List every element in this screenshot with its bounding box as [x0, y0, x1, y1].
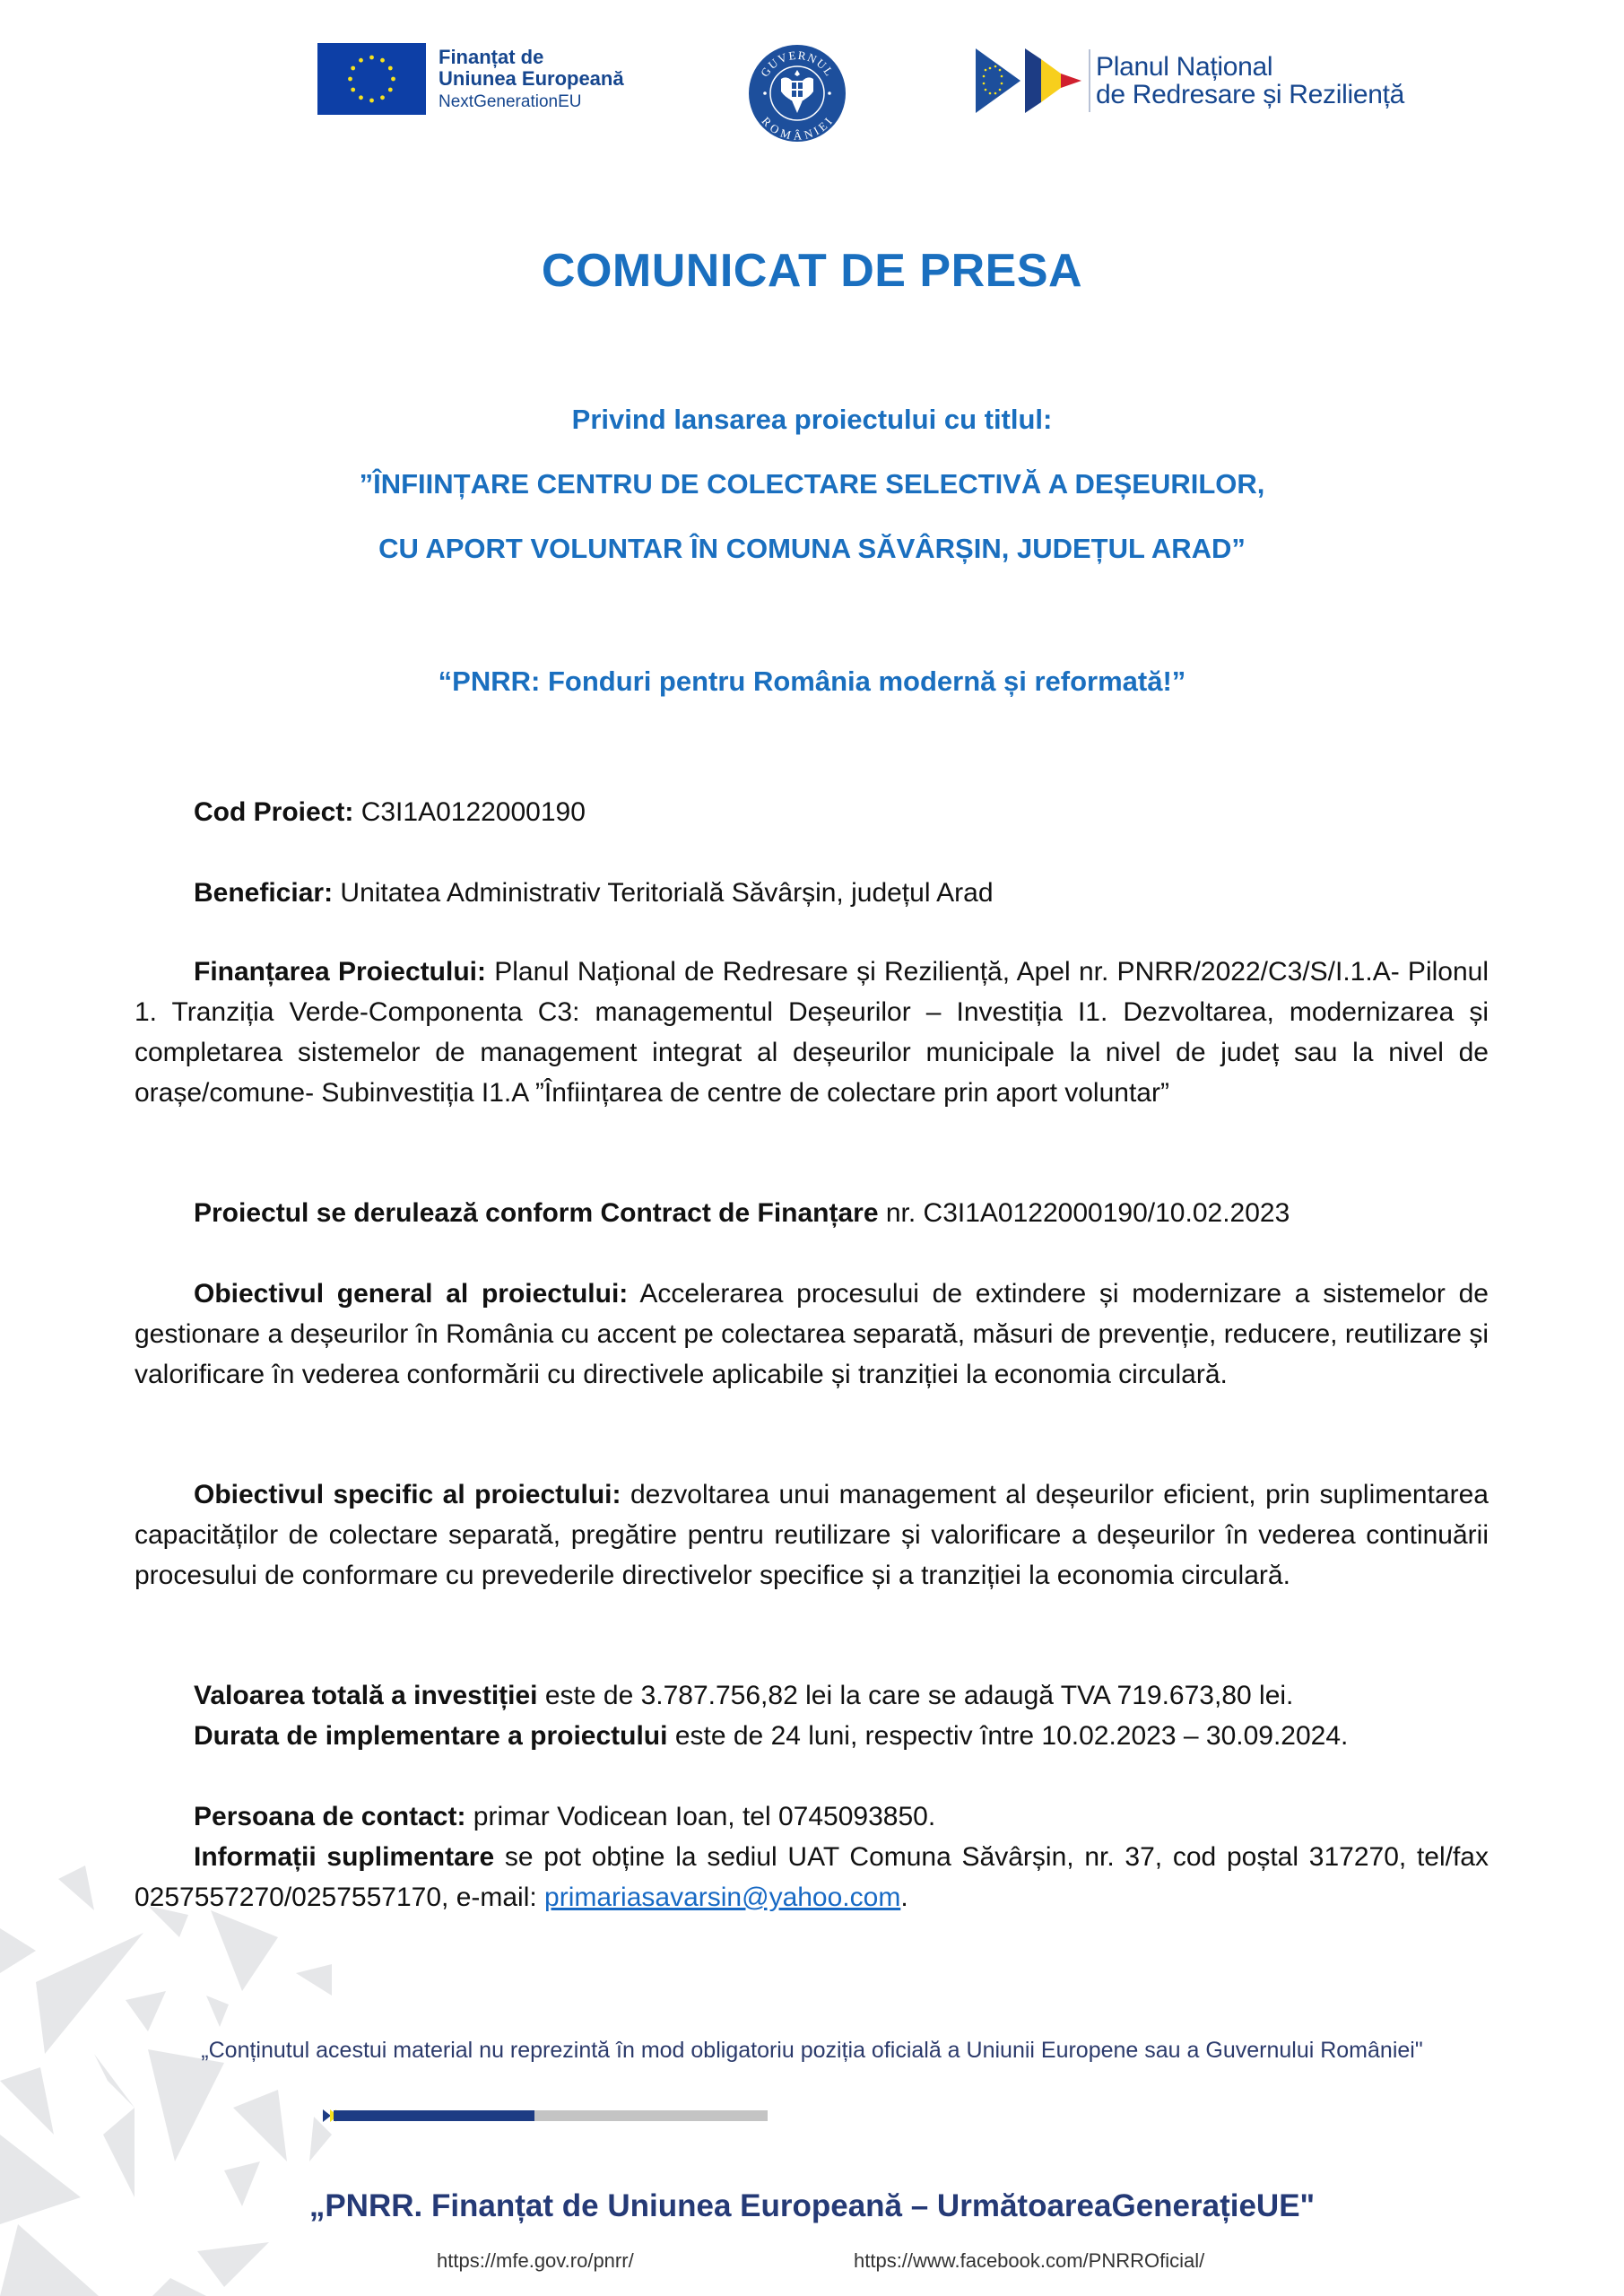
- field-label: Proiectul se derulează conform Contract de Finanțare: [194, 1198, 879, 1228]
- field-value: primar Vodicean Ioan, tel 0745093850.: [465, 1802, 936, 1831]
- facebook-link[interactable]: https://www.facebook.com/PNRROficial/: [854, 2249, 1205, 2272]
- mfe-link[interactable]: https://mfe.gov.ro/pnrr/: [437, 2249, 634, 2272]
- field-value: Accelerarea procesului de extindere și modernizare a sistemelor de gestionare a deșeurilor în România cu accent pe colectarea separată, măsuri de prevenție, reducere, reutilizare și valorificare în vederea conformării cu directivele aplicabile și tranziției la economia circulară.: [135, 1279, 1489, 1389]
- email-link[interactable]: primariasavarsin@yahoo.com: [544, 1883, 901, 1912]
- eu-logo-line1: Finanțat de: [439, 45, 544, 68]
- field-value: nr. C3I1A0122000190/10.02.2023: [878, 1198, 1290, 1228]
- beneficiary-field: [135, 873, 1489, 913]
- field-label: Informații suplimentare: [194, 1842, 495, 1872]
- contract-field: [135, 1193, 1489, 1233]
- svg-text:GUVERNUL: GUVERNUL: [757, 48, 838, 80]
- field-label: Persoana de contact:: [194, 1802, 466, 1831]
- field-value: C3I1A0122000190: [353, 797, 586, 827]
- pnrr-logo-line1: Planul Național: [1096, 51, 1273, 82]
- field-label: Beneficiar:: [194, 878, 334, 908]
- field-label: Obiectivul specific al proiectului:: [194, 1480, 621, 1509]
- project-title-line2: CU APORT VOLUNTAR ÎN COMUNA SĂVÂRȘIN, JUDEȚUL ARAD”: [378, 533, 1246, 564]
- trailing-period: .: [900, 1883, 908, 1912]
- svg-text:ROMÂNIEI: ROMÂNIEI: [759, 114, 836, 143]
- field-value: este de 3.787.756,82 lei la care se adaugă TVA 719.673,80 lei.: [537, 1681, 1294, 1710]
- header-logos: [0, 43, 1624, 142]
- additional-info-field: [135, 1837, 1489, 1918]
- field-label: Finanțarea Proiectului:: [194, 957, 486, 987]
- funding-field: [135, 952, 1489, 1113]
- pnrr-logo: [976, 48, 1404, 113]
- eu-logo-line2: Uniunea Europeană: [439, 67, 624, 91]
- field-label: Obiectivul general al proiectului:: [194, 1279, 629, 1309]
- investment-value-field: [135, 1675, 1489, 1716]
- field-value: Planul Național de Redresare și Reziliență, Apel nr. PNRR/2022/C3/S/I.1.A- Pilonul 1. Tranziția Verde-Componenta C3: managementul Deșeurilor – Investiția I1. Dezvoltarea, modernizarea și completarea sistemelor de management integrat al deșeurilor municipale la nivel de județ sau la nivel de orașe/comune- Subinvestiția I1.A ”Înființarea de centre de colectare prin aport voluntar”: [135, 957, 1489, 1108]
- pnrr-arrows-icon: [976, 48, 1083, 113]
- subtitle-intro: Privind lansarea proiectului cu titlul:: [571, 404, 1053, 435]
- eu-logo-line3: NextGenerationEU: [439, 91, 582, 111]
- specific-objective-field: [135, 1474, 1489, 1596]
- eu-flag-icon: [317, 43, 426, 115]
- field-value: dezvoltarea unui management al deșeurilor eficient, prin suplimentarea capacităților de colectare separată, pregătire pentru reutilizare și valorificare a deșeurilor în vederea continuării procesului de conformare cu prevederile directivelor specifice și a tranziției la economia circulară.: [135, 1480, 1489, 1590]
- footer-slogan: „PNRR. Finanțat de Uniunea Europeană – UrmătoareaGenerațieUE": [308, 2188, 1316, 2223]
- pnrr-logo-divider: [1089, 49, 1090, 112]
- eu-funding-logo: [317, 43, 624, 115]
- field-label: Cod Proiect:: [194, 797, 354, 827]
- pnrr-logo-line2: de Redresare și Reziliență: [1096, 80, 1405, 109]
- bar-fill: [334, 2110, 534, 2121]
- field-label: Durata de implementare a proiectului: [194, 1721, 668, 1751]
- footer-decorative-bar: [323, 2110, 1273, 2123]
- government-seal-icon: [747, 43, 847, 144]
- field-value: este de 24 luni, respectiv între 10.02.2023 – 30.09.2024.: [667, 1721, 1349, 1751]
- bar-track: [534, 2110, 768, 2121]
- general-objective-field: [135, 1274, 1489, 1395]
- field-value: Unitatea Administrativ Teritorială Săvârșin, județul Arad: [333, 878, 994, 908]
- field-label: Valoarea totală a investiției: [194, 1681, 538, 1710]
- pnrr-slogan: “PNRR: Fonduri pentru România modernă și reformată!”: [438, 665, 1186, 697]
- field-value: se pot obține la sediul UAT Comuna Săvârșin, nr. 37, cod poștal 317270, tel/fax 0257557270/0257557170, e-mail:: [135, 1842, 1489, 1912]
- duration-field: [135, 1716, 1489, 1756]
- project-title-line1: ”ÎNFIINȚARE CENTRU DE COLECTARE SELECTIVĂ A DEȘEURILOR,: [359, 468, 1265, 500]
- page-title: COMUNICAT DE PRESA: [541, 245, 1083, 297]
- contact-person-field: [135, 1796, 1489, 1837]
- eu-disclaimer: „Conținutul acestui material nu reprezintă în mod obligatoriu poziția oficială a Uniunii Europene sau a Guvernului României": [201, 2038, 1423, 2063]
- project-code-field: [135, 792, 1489, 832]
